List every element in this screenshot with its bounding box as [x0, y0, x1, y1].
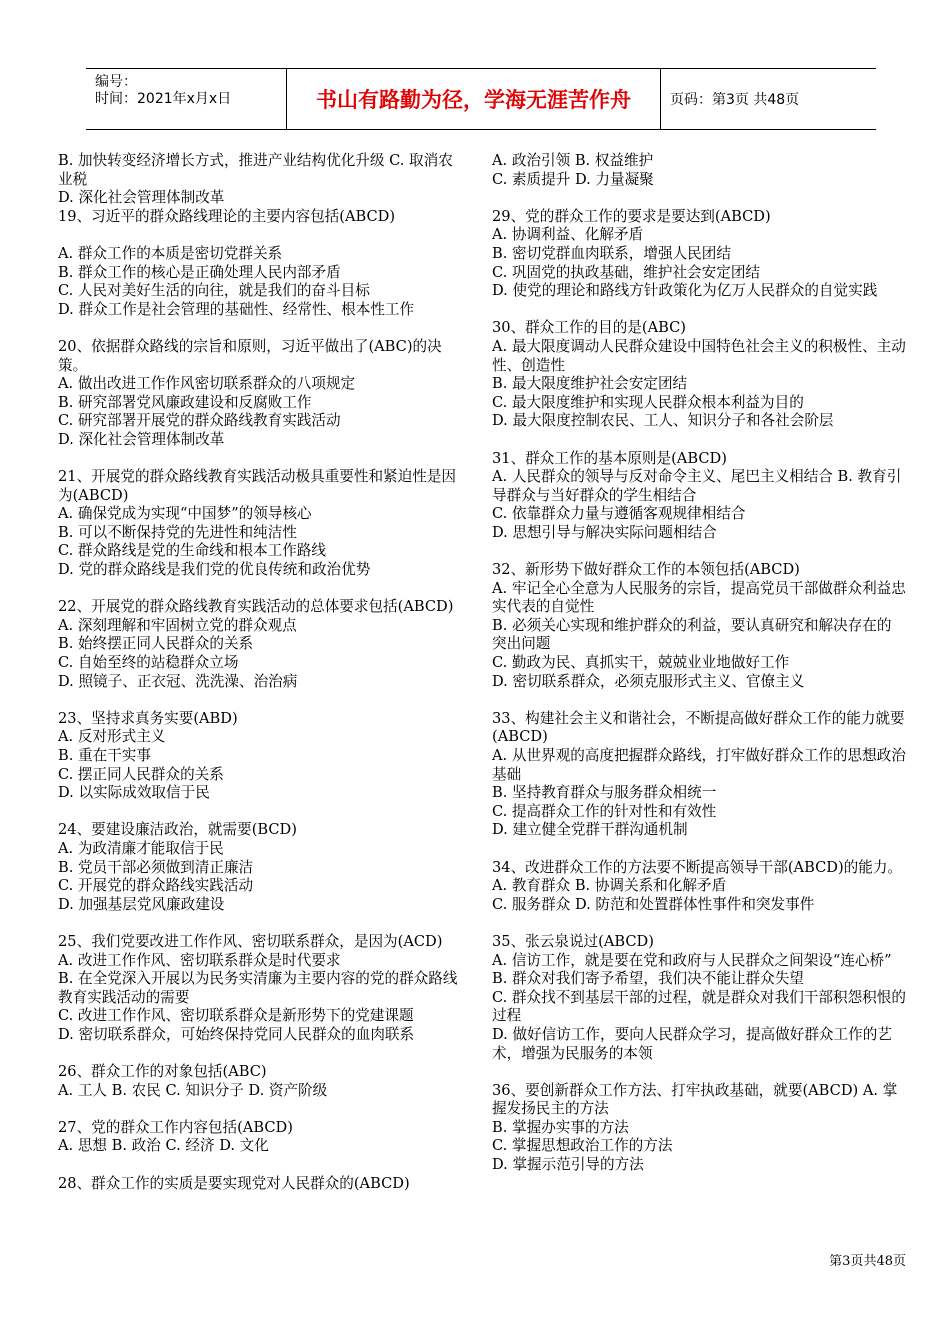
question-line: B. 最大限度维护社会安定团结	[492, 375, 688, 393]
question-line: D. 深化社会管理体制改革	[58, 430, 225, 448]
question-line: C. 最大限度维护和实现人民群众根本利益为目的	[492, 393, 804, 411]
question-line: A. 思想 B. 政治 C. 经济 D. 文化	[58, 1137, 269, 1155]
question-line: A. 最大限度调动人民群众建设中国特色社会主义的积极性、主动性、创造性	[492, 337, 906, 374]
question-line: B. 坚持教育群众与服务群众相统一	[492, 784, 717, 802]
question-line: A. 做出改进工作作风密切联系群众的八项规定	[58, 375, 356, 393]
question-line: D. 建立健全党群干群沟通机制	[492, 821, 688, 839]
question-line: C. 掌握思想政治工作的方法	[492, 1137, 673, 1155]
question-line: 34、改进群众工作的方法要不断提高领导干部(ABCD)的能力。	[492, 858, 903, 876]
question-line: B. 掌握办实事的方法	[492, 1118, 629, 1136]
question-line: B. 党员干部必须做到清正廉洁	[58, 858, 254, 876]
question-line: 31、群众工作的基本原则是(ABCD)	[492, 449, 727, 467]
question-line: D. 深化社会管理体制改革	[58, 189, 225, 207]
question-line: A. 为政清廉才能取信于民	[58, 839, 224, 857]
question-line: 33、构建社会主义和谐社会，不断提高做好群众工作的能力就要(ABCD)	[492, 709, 905, 746]
footer-page-number: 第3页共48页	[829, 1254, 906, 1269]
question-line: B. 必须关心实现和维护群众的利益，要认真研究和解决存在的突出问题	[492, 616, 892, 653]
question-line: 20、依据群众路线的宗旨和原则，习近平做出了(ABC)的决策。	[58, 337, 442, 374]
right-column	[492, 152, 906, 1175]
question-line: 22、开展党的群众路线教育实践活动的总体要求包括(ABCD)	[58, 598, 454, 616]
header-page-number: 页码：第3页 共48页	[670, 92, 800, 108]
question-line: 26、群众工作的对象包括(ABC)	[58, 1063, 267, 1081]
question-line: C. 依靠群众力量与遵循客观规律相结合	[492, 505, 746, 523]
question-line: C. 人民对美好生活的向往，就是我们的奋斗目标	[58, 282, 370, 300]
question-line: A. 信访工作，就是要在党和政府与人民群众之间架设“连心桥”	[492, 951, 892, 969]
question-line: D. 密切联系群众，必须克服形式主义、官僚主义	[492, 672, 805, 690]
question-line: 21、开展党的群众路线教育实践活动极具重要性和紧迫性是因为(ABCD)	[58, 468, 457, 504]
question-line: 24、要建设廉洁政治，就需要(BCD)	[58, 821, 297, 839]
date-label: 时间：2021年x月x日	[95, 91, 232, 107]
left-column	[58, 152, 462, 1193]
question-line: D. 加强基层党风廉政建设	[58, 895, 225, 913]
question-line: 36、要创新群众工作方法、打牢执政基础，就要(ABCD) A. 掌握发扬民主的方法	[492, 1081, 898, 1118]
question-line: B. 群众工作的核心是正确处理人民内部矛盾	[58, 263, 341, 281]
question-line: 32、新形势下做好群众工作的本领包括(ABCD)	[492, 561, 800, 579]
question-line: B. 可以不断保持党的先进性和纯洁性	[58, 523, 297, 541]
question-line: D. 做好信访工作，要向人民群众学习，提高做好群众工作的艺术，增强为民服务的本领	[492, 1025, 892, 1062]
question-line: C. 巩固党的执政基础，维护社会安定团结	[492, 263, 761, 281]
question-line: D. 密切联系群众，可始终保持党同人民群众的血肉联系	[58, 1025, 415, 1043]
question-line: C. 素质提升 D. 力量凝聚	[492, 170, 654, 188]
question-line: A. 人民群众的领导与反对命令主义、尾巴主义相结合 B. 教育引导群众与当好群众的学生相结合	[492, 468, 902, 504]
question-line: B. 密切党群血肉联系，增强人民团结	[492, 244, 731, 262]
question-line: 30、群众工作的目的是(ABC)	[492, 319, 687, 337]
question-line: 23、坚持求真务实要(ABD)	[58, 709, 238, 727]
question-line: B. 研究部署党风廉政建设和反腐败工作	[58, 393, 312, 411]
motto-text: 书山有路勤为径，学海无涯苦作舟	[316, 88, 631, 112]
question-line: B. 在全党深入开展以为民务实清廉为主要内容的党的群众路线教育实践活动的需要	[58, 970, 458, 1006]
question-line: A. 反对形式主义	[58, 728, 166, 746]
question-line: 25、我们党要改进工作作风、密切联系群众，是因为(ACD)	[58, 932, 443, 950]
question-line: D. 使党的理论和路线方针政策化为亿万人民群众的自觉实践	[492, 282, 878, 300]
question-line: C. 提高群众工作的针对性和有效性	[492, 802, 717, 820]
question-line: 19、习近平的群众路线理论的主要内容包括(ABCD)	[58, 207, 396, 225]
question-line: C. 勤政为民、真抓实干，兢兢业业地做好工作	[492, 654, 790, 672]
question-line: C. 自始至终的站稳群众立场	[58, 654, 239, 672]
question-line: C. 群众路线是党的生命线和根本工作路线	[58, 542, 327, 560]
question-line: A. 从世界观的高度把握群众路线，打牢做好群众工作的思想政治基础	[492, 747, 906, 783]
question-line: D. 思想引导与解决实际问题相结合	[492, 523, 717, 541]
question-line: B. 始终摆正同人民群众的关系	[58, 635, 254, 653]
question-line: C. 开展党的群众路线实践活动	[58, 877, 254, 895]
question-line: A. 牢记全心全意为人民服务的宗旨，提高党员干部做群众利益忠实代表的自觉性	[492, 579, 906, 616]
question-line: D. 照镜子、正衣冠、洗洗澡、治治病	[58, 672, 298, 690]
question-line: A. 群众工作的本质是密切党群关系	[58, 244, 283, 262]
question-line: A. 确保党成为实现“中国梦”的领导核心	[58, 505, 312, 523]
page-header	[86, 68, 876, 130]
question-line: D. 掌握示范引导的方法	[492, 1156, 644, 1174]
question-line: A. 协调利益、化解矛盾	[492, 226, 644, 244]
question-line: D. 以实际成效取信于民	[58, 784, 210, 802]
question-line: C. 群众找不到基层干部的过程，就是群众对我们干部积怨积恨的过程	[492, 988, 906, 1025]
serial-number-label: 编号：	[95, 74, 137, 90]
motto-cell	[287, 69, 661, 129]
question-line: C. 改进工作作风、密切联系群众是新形势下的党建课题	[58, 1007, 414, 1025]
question-line: B. 重在干实事	[58, 747, 151, 764]
question-line: C. 服务群众 D. 防范和处置群体性事件和突发事件	[492, 895, 815, 913]
question-line: D. 最大限度控制农民、工人、知识分子和各社会阶层	[492, 412, 834, 430]
question-line: 35、张云泉说过(ABCD)	[492, 932, 654, 950]
question-line: B. 群众对我们寄予希望，我们决不能让群众失望	[492, 970, 804, 988]
header-info-cell	[86, 69, 287, 129]
question-line: A. 工人 B. 农民 C. 知识分子 D. 资产阶级	[58, 1081, 328, 1099]
question-line: 29、党的群众工作的要求是要达到(ABCD)	[492, 207, 771, 225]
question-line: A. 政治引领 B. 权益维护	[492, 152, 654, 169]
question-line: A. 改进工作作风、密切联系群众是时代要求	[58, 951, 341, 969]
question-line: D. 党的群众路线是我们党的优良传统和政治优势	[58, 561, 371, 579]
question-line: A. 深刻理解和牢固树立党的群众观点	[58, 616, 297, 634]
question-line: D. 群众工作是社会管理的基础性、经常性、根本性工作	[58, 300, 415, 318]
question-line: A. 教育群众 B. 协调关系和化解矛盾	[492, 877, 727, 895]
question-line: C. 摆正同人民群众的关系	[58, 765, 224, 783]
question-line: 28、群众工作的实质是要实现党对人民群众的(ABCD)	[58, 1174, 410, 1192]
question-line: C. 研究部署开展党的群众路线教育实践活动	[58, 412, 341, 430]
question-line: 27、党的群众工作内容包括(ABCD)	[58, 1118, 293, 1136]
question-line: B. 加快转变经济增长方式，推进产业结构优化升级 C. 取消农业税	[58, 152, 453, 188]
page-number-cell	[661, 69, 876, 129]
